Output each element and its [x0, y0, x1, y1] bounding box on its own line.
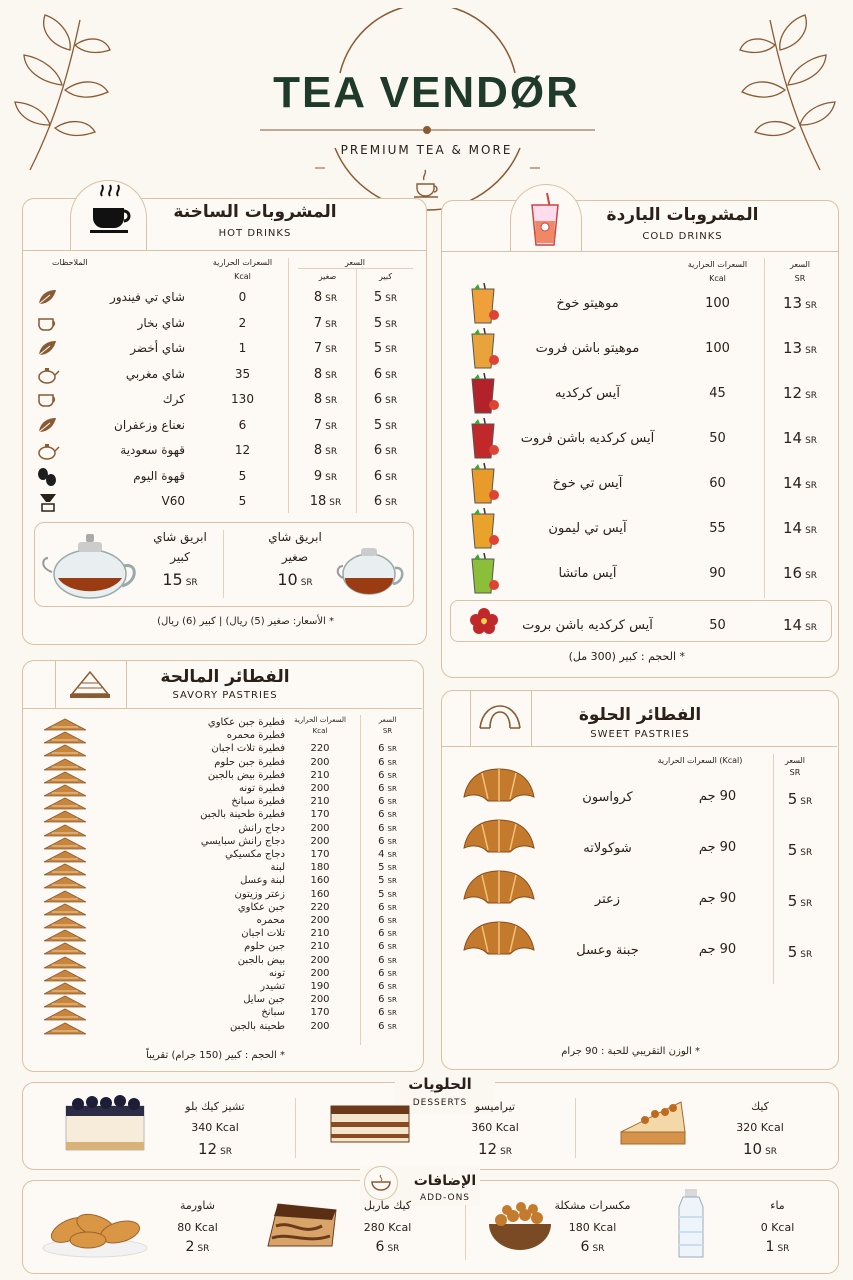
savory-col-kcal-unit: Kcal	[312, 727, 328, 735]
savory-item-price: 6 SR	[378, 967, 397, 979]
savory-item-price: 6 SR	[378, 915, 397, 926]
cold-item-kcal: 100	[705, 341, 730, 356]
savory-item-price: 5 SR	[378, 875, 397, 887]
savory-item-name: دجاج رانش	[238, 822, 285, 834]
hot-item-kcal: 1	[238, 341, 247, 355]
brand-title: TEA VENDØR	[273, 68, 580, 117]
desserts-title: الحلويات	[408, 1075, 472, 1093]
hot-item-price-large: 6 SR	[373, 494, 398, 509]
savory-item-name: جبن حلوم	[244, 941, 285, 953]
hot-item-name: شاي أخضر	[130, 341, 185, 355]
cold-highlight-row	[450, 600, 832, 642]
hot-item-name: كرك	[162, 392, 185, 406]
cold-title: المشروبات الباردة	[606, 205, 759, 225]
savory-pastry-icon	[42, 927, 88, 940]
sweet-item-price: 5 SR	[787, 892, 813, 910]
cold-col-kcal: السعرات الحرارية	[687, 260, 748, 269]
savory-pastry-icon	[42, 716, 88, 729]
cold-item-name: آيس ماتشا	[558, 566, 617, 581]
tiramisu-icon	[325, 1092, 415, 1154]
savory-item-price: 6 SR	[378, 901, 397, 913]
savory-item-kcal: 200	[310, 994, 330, 1006]
tagline: PREMIUM TEA & MORE	[340, 143, 513, 157]
savory-pastry-icon	[42, 980, 88, 993]
cold-item-price: 13 SR	[782, 339, 818, 357]
dessert-item-price: 12 SR	[477, 1140, 513, 1158]
savory-item-price: 6 SR	[378, 835, 397, 847]
hot-item-price-large: 5 SR	[373, 417, 398, 433]
addon-item-name: شاورمة	[180, 1199, 215, 1212]
addons-title: الإضافات	[413, 1173, 477, 1189]
cold-subtitle: COLD DRINKS	[642, 231, 723, 242]
savory-item-name: بيض بالجبن	[237, 954, 285, 966]
savory-item-name: محمره	[256, 915, 285, 926]
cold-item-name: آيس كركديه باشن فروت	[520, 431, 655, 446]
coffee-cup-icon	[88, 182, 133, 240]
addon-item-price: 2 SR	[185, 1239, 210, 1255]
addon-item-kcal: 0 Kcal	[760, 1221, 795, 1234]
hot-col-notes: الملاحظات	[52, 258, 88, 267]
hot-bean-icon	[36, 467, 60, 487]
sweet-note: * الوزن التقريبي للحبة : 90 جرام	[561, 1046, 700, 1057]
hot-item-name: شاي بخار	[137, 315, 185, 330]
cold-item-price: 14 SR	[782, 519, 818, 537]
savory-item-kcal: 180	[310, 862, 330, 874]
savory-item-name: سبانخ	[261, 1007, 285, 1019]
hot-leaf-icon	[36, 416, 60, 436]
hot-item-price-small: 7 SR	[313, 417, 338, 433]
savory-item-price: 4 SR	[378, 849, 397, 860]
savory-pastry-icon	[42, 954, 88, 967]
hot-col-kcal: السعرات الحرارية	[212, 258, 273, 267]
savory-pastry-icon	[42, 729, 88, 742]
pot-large-title: ابريق شاي	[153, 530, 207, 544]
hot-item-kcal: 130	[231, 392, 254, 406]
bowl-icon	[370, 1172, 392, 1194]
hot-item-price-large: 6 SR	[373, 392, 398, 407]
hot-leaf-icon	[36, 288, 60, 308]
savory-pastry-icon	[42, 861, 88, 874]
addon-item-kcal: 280 Kcal	[363, 1221, 412, 1234]
dessert-item-kcal: 320 Kcal	[736, 1121, 784, 1134]
hot-item-kcal: 0	[238, 290, 247, 304]
hot-item-price-small: 8 SR	[313, 392, 338, 407]
sweet-item-kcal: 90 جم	[698, 891, 737, 906]
savory-item-kcal: 200	[310, 915, 330, 926]
savory-item-price: 6 SR	[378, 769, 397, 781]
cold-item-name: آيس كركديه باشن بروت	[522, 618, 653, 633]
hot-item-name: قهوة سعودية	[120, 443, 185, 457]
savory-item-name: لبنة	[270, 862, 285, 874]
savory-item-kcal: 200	[310, 783, 330, 794]
cold-item-price: 14 SR	[782, 429, 818, 447]
savory-note: * الحجم : كبير (150 جرام) تقريباً	[146, 1050, 285, 1061]
cold-item-name: آيس كركديه	[555, 386, 620, 401]
cold-item-price: 14 SR	[782, 474, 818, 492]
savory-pastry-icon	[42, 742, 88, 755]
cold-item-kcal: 60	[709, 476, 726, 491]
marble-cake-icon	[262, 1198, 342, 1262]
hot-pot-icon	[36, 365, 60, 385]
sweet-item-name: جبنة وعسل	[576, 943, 639, 958]
savory-item-kcal: 220	[310, 901, 330, 913]
savory-pastry-icon	[42, 848, 88, 861]
cold-item-kcal: 100	[705, 296, 730, 311]
savory-item-name: دجاج مكسيكي	[225, 849, 285, 860]
desserts-subtitle: DESSERTS	[412, 1098, 468, 1108]
hot-item-price-large: 6 SR	[373, 366, 398, 382]
savory-item-name: فطيرة سبانخ	[231, 796, 285, 808]
savory-pastry-icon	[42, 756, 88, 769]
savory-item-price: 6 SR	[378, 1020, 397, 1032]
croissant-icon	[460, 816, 538, 858]
cake-icon	[615, 1092, 705, 1154]
leaf-branch-right-icon	[720, 10, 840, 175]
hot-item-kcal: 5	[238, 468, 247, 483]
iced-drink-icon	[527, 193, 563, 248]
hot-title: المشروبات الساخنة	[173, 202, 337, 222]
cold-item-price: 14 SR	[782, 616, 818, 634]
mixed-nuts-icon	[485, 1198, 555, 1257]
savory-item-kcal: 160	[310, 888, 330, 900]
cold-item-name: موهيتو خوخ	[556, 296, 619, 311]
savory-item-name: فطيرة تلات اجبان	[211, 743, 285, 755]
savory-pastry-icon	[42, 1006, 88, 1019]
savory-item-price: 6 SR	[378, 796, 397, 808]
savory-item-name: فطيرة محمره	[226, 730, 285, 742]
sweet-item-name: شوكولاته	[583, 841, 632, 856]
cold-item-kcal: 50	[709, 618, 726, 633]
addon-item-name: مكسرات مشكلة	[554, 1199, 631, 1212]
savory-pastry-icon	[42, 1020, 88, 1033]
savory-pastry-icon	[42, 822, 88, 835]
savory-item-price: 6 SR	[378, 809, 397, 821]
hot-item-price-large: 6 SR	[373, 443, 398, 458]
savory-title: الفطائر المالحة	[160, 667, 290, 687]
croissant-icon	[460, 867, 538, 909]
hot-item-name: V60	[161, 494, 185, 508]
cold-item-name: آيس تي خوخ	[552, 476, 623, 491]
savory-item-name: فطيرة جبن عكاوي	[207, 717, 285, 728]
savory-pastry-icon	[42, 914, 88, 927]
hot-item-price-small: 8 SR	[313, 443, 338, 458]
hot-col-small: صغير	[318, 272, 337, 281]
hot-cup-icon	[36, 390, 60, 410]
addon-item-kcal: 80 Kcal	[177, 1221, 218, 1234]
hot-col-kcal-unit: Kcal	[234, 272, 251, 281]
cold-item-price: 16 SR	[782, 564, 818, 582]
hot-item-price-large: 5 SR	[373, 341, 398, 356]
savory-pastry-icon	[42, 888, 88, 901]
hot-col-price: السعر	[344, 258, 366, 267]
savory-pastry-icon	[42, 782, 88, 795]
cold-glass-icon	[466, 463, 502, 505]
hot-dripper-icon	[36, 492, 60, 512]
cold-glass-icon	[466, 373, 502, 415]
sweet-item-price: 5 SR	[787, 943, 813, 961]
savory-item-name: طحينة بالجبن	[230, 1020, 285, 1032]
savory-pastry-icon	[42, 940, 88, 953]
hot-item-name: قهوة اليوم	[133, 468, 185, 483]
savory-item-kcal: 170	[310, 1007, 330, 1019]
cold-item-price: 13 SR	[782, 294, 818, 312]
sweet-col-price: السعر	[784, 756, 806, 765]
savory-item-name: تلات اجبان	[241, 928, 285, 940]
cheesecake-icon	[60, 1092, 150, 1154]
savory-item-kcal: 200	[310, 822, 330, 834]
savory-col-price: السعر	[378, 716, 397, 724]
sweet-item-name: زعتر	[594, 892, 621, 907]
savory-item-name: فطيرة جبن حلوم	[214, 756, 285, 768]
hot-item-price-large: 5 SR	[373, 315, 398, 331]
pot-small-price: 10 SR	[277, 570, 313, 589]
dessert-item-name: تشيز كيك بلو	[185, 1100, 245, 1113]
hot-note: * الأسعار: صغير (5) ريال) | كبير (6) ريال)	[157, 616, 334, 627]
savory-item-price: 6 SR	[378, 954, 397, 966]
cold-item-kcal: 55	[709, 521, 726, 536]
hot-leaf-icon	[36, 339, 60, 359]
hot-item-kcal: 6	[238, 417, 247, 432]
pot-small-title: ابريق شاي	[268, 530, 322, 544]
savory-item-kcal: 200	[310, 1020, 330, 1032]
leaf-branch-left-icon	[10, 10, 120, 175]
savory-item-price: 5 SR	[378, 888, 397, 900]
addon-item-price: 1 SR	[765, 1239, 790, 1255]
cold-col-price: السعر	[789, 260, 811, 269]
cold-glass-icon	[466, 553, 502, 595]
cold-note: * الحجم : كبير (300 مل)	[568, 650, 685, 663]
shawarma-icon	[40, 1198, 150, 1262]
savory-item-kcal: 200	[310, 967, 330, 979]
savory-item-name: جبن سايل	[243, 994, 285, 1006]
savory-item-kcal: 190	[310, 981, 330, 992]
sweet-item-kcal: 90 جم	[698, 942, 737, 957]
hot-item-kcal: 35	[234, 366, 251, 381]
cold-col-kcal-unit: Kcal	[709, 274, 726, 283]
addon-item-price: 6 SR	[375, 1239, 400, 1255]
savory-item-kcal: 210	[310, 796, 330, 808]
savory-item-name: فطيرة تونه	[238, 783, 285, 794]
cold-item-kcal: 90	[709, 566, 726, 581]
hot-item-kcal: 2	[238, 315, 247, 330]
savory-item-kcal: 210	[310, 941, 330, 953]
savory-item-price: 6 SR	[378, 1007, 397, 1019]
dessert-item-name: تيراميسو	[474, 1100, 516, 1113]
hot-item-name: شاي تي فيندور	[110, 290, 185, 304]
cold-glass-icon	[466, 508, 502, 550]
savory-pastry-icon	[42, 769, 88, 782]
savory-item-kcal: 170	[310, 809, 330, 821]
savory-item-name: تشيدر	[260, 981, 285, 992]
hot-pot-icon	[36, 441, 60, 461]
sweet-col-kcal: السعرات الحرارية (Kcal)	[657, 756, 743, 765]
cold-item-name: آيس تي ليمون	[548, 521, 627, 536]
cold-item-kcal: 50	[709, 431, 726, 446]
savory-pastry-icon	[42, 967, 88, 980]
pot-small-size: صغير	[281, 550, 309, 564]
hot-item-price-small: 8 SR	[313, 366, 338, 382]
savory-item-kcal: 200	[310, 835, 330, 847]
teapot-large-icon	[40, 528, 140, 600]
savory-item-price: 6 SR	[378, 756, 397, 768]
hot-cup-icon	[36, 314, 60, 334]
sweet-col-sr: SR	[789, 768, 801, 777]
hot-item-price-small: 7 SR	[313, 341, 338, 356]
savory-item-price: 6 SR	[378, 981, 397, 992]
savory-item-name: جبن عكاوي	[237, 901, 285, 913]
sweet-item-kcal: 90 جم	[698, 840, 737, 855]
pot-large-price: 15 SR	[162, 570, 198, 589]
cold-item-name: موهيتو باشن فروت	[535, 341, 640, 356]
hot-item-price-small: 18 SR	[309, 494, 342, 509]
hot-item-price-large: 5 SR	[373, 290, 398, 305]
savory-item-price: 6 SR	[378, 822, 397, 834]
hot-item-price-small: 8 SR	[313, 290, 338, 305]
addon-item-kcal: 180 Kcal	[568, 1221, 617, 1234]
savory-pastry-icon	[42, 901, 88, 914]
savory-pastry-icon	[42, 835, 88, 848]
hot-item-name: شاي مغربي	[125, 366, 185, 381]
sweet-item-price: 5 SR	[787, 790, 813, 808]
savory-item-name: تونه	[268, 967, 285, 979]
savory-pastry-icon	[42, 808, 88, 821]
hot-item-price-small: 9 SR	[313, 468, 338, 484]
croissant-outline-icon	[476, 702, 524, 734]
hot-col-large: كبير	[378, 272, 393, 281]
savory-item-price: 6 SR	[378, 783, 397, 794]
hot-item-price-large: 6 SR	[373, 468, 398, 484]
cold-glass-icon	[466, 418, 502, 460]
dessert-item-name: كيك	[751, 1100, 769, 1113]
dessert-item-price: 12 SR	[197, 1140, 233, 1158]
addons-subtitle: ADD-ONS	[419, 1193, 471, 1203]
sweet-item-kcal: 90 جم	[698, 789, 737, 804]
dessert-item-price: 10 SR	[742, 1140, 778, 1158]
savory-item-name: زعتر وزيتون	[234, 888, 285, 900]
croissant-icon	[460, 918, 538, 960]
sweet-item-price: 5 SR	[787, 841, 813, 859]
teacup-icon	[412, 166, 442, 200]
savory-item-name: فطيرة طحينة بالجبن	[200, 809, 285, 821]
cold-item-kcal: 45	[709, 386, 726, 401]
water-bottle-icon	[673, 1187, 709, 1266]
hot-item-kcal: 5	[238, 494, 247, 508]
savory-item-kcal: 200	[310, 756, 330, 768]
savory-item-price: 6 SR	[378, 743, 397, 755]
croissant-icon	[460, 765, 538, 807]
savory-item-kcal: 200	[310, 954, 330, 966]
savory-pastry-icon	[42, 993, 88, 1006]
hot-subtitle: HOT DRINKS	[218, 228, 292, 239]
addon-item-price: 6 SR	[580, 1239, 605, 1255]
savory-item-name: دجاج رانش سبايسي	[200, 835, 285, 847]
hot-item-price-small: 7 SR	[313, 315, 338, 331]
sweet-title: الفطائر الحلوة	[578, 705, 702, 725]
dessert-item-kcal: 340 Kcal	[191, 1121, 239, 1134]
hot-item-name: نعناع وزعفران	[114, 417, 185, 432]
teapot-small-icon	[335, 536, 407, 598]
savory-item-name: لبنة وعسل	[240, 875, 285, 887]
savory-item-kcal: 210	[310, 769, 330, 781]
savory-item-kcal: 210	[310, 928, 330, 940]
savory-pastry-icon	[42, 874, 88, 887]
dessert-item-kcal: 360 Kcal	[471, 1121, 519, 1134]
savory-col-sr: SR	[382, 727, 393, 735]
pot-large-size: كبير	[170, 550, 190, 564]
addon-item-name: ماء	[770, 1199, 785, 1212]
addon-item-name: كيك ماربل	[363, 1199, 412, 1212]
savory-item-price: 6 SR	[378, 928, 397, 940]
savory-item-name: فطيرة بيض بالجبن	[207, 769, 285, 781]
cold-col-sr: SR	[794, 274, 806, 283]
savory-item-kcal: 220	[310, 743, 330, 755]
savory-item-price: 6 SR	[378, 994, 397, 1006]
savory-item-kcal: 160	[310, 875, 330, 887]
cold-item-price: 12 SR	[782, 384, 818, 402]
savory-item-price: 6 SR	[378, 941, 397, 953]
savory-item-price: 5 SR	[378, 862, 397, 874]
savory-col-kcal: السعرات الحرارية	[294, 716, 346, 724]
sweet-item-name: كرواسون	[582, 790, 633, 805]
hot-item-kcal: 12	[234, 443, 251, 457]
cold-glass-icon	[466, 328, 502, 370]
savory-item-kcal: 170	[310, 849, 330, 860]
savory-pastry-icon	[42, 795, 88, 808]
sweet-subtitle: SWEET PASTRIES	[590, 729, 690, 740]
cold-glass-icon	[466, 283, 502, 325]
savory-subtitle: SAVORY PASTRIES	[172, 690, 278, 701]
pastry-icon	[68, 668, 112, 700]
